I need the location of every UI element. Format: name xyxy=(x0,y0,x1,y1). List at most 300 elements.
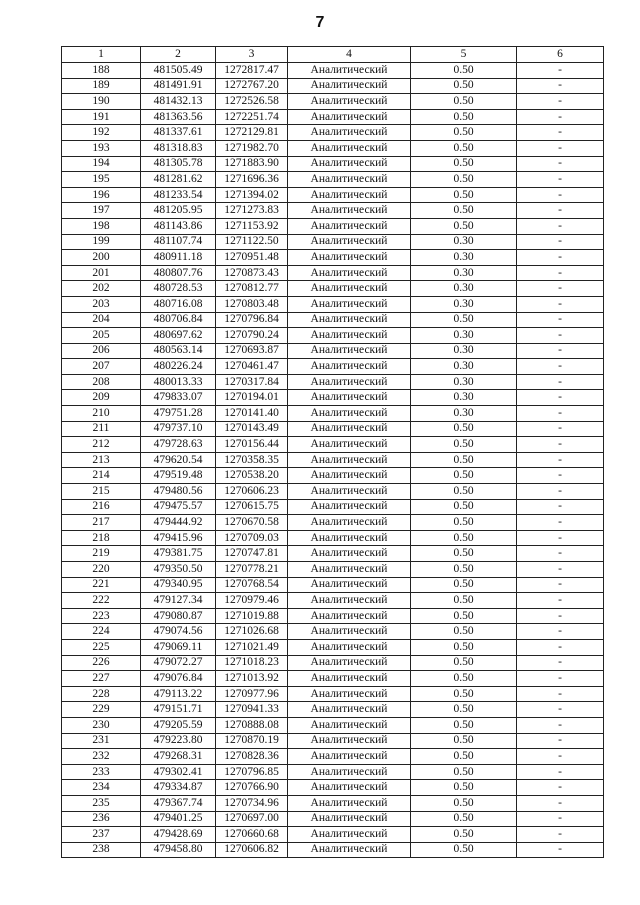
method-cell: Аналитический xyxy=(288,437,411,453)
note-cell: - xyxy=(517,94,604,110)
note-cell: - xyxy=(517,421,604,437)
accuracy-cell: 0.30 xyxy=(411,265,517,281)
y-coordinate-cell: 1270796.84 xyxy=(216,312,288,328)
method-cell: Аналитический xyxy=(288,452,411,468)
point-number-cell: 230 xyxy=(62,717,141,733)
table-row xyxy=(62,296,604,312)
y-coordinate-cell: 1271018.23 xyxy=(216,655,288,671)
table-row xyxy=(62,764,604,780)
note-cell: - xyxy=(517,437,604,453)
table-row xyxy=(62,811,604,827)
table-row xyxy=(62,655,604,671)
method-cell: Аналитический xyxy=(288,218,411,234)
y-coordinate-cell: 1270803.48 xyxy=(216,296,288,312)
method-cell: Аналитический xyxy=(288,499,411,515)
point-number-cell: 213 xyxy=(62,452,141,468)
table-row xyxy=(62,109,604,125)
x-coordinate-cell: 479475.57 xyxy=(141,499,216,515)
x-coordinate-cell: 479268.31 xyxy=(141,749,216,765)
y-coordinate-cell: 1271273.83 xyxy=(216,203,288,219)
table-row xyxy=(62,562,604,578)
method-cell: Аналитический xyxy=(288,515,411,531)
y-coordinate-cell: 1270143.49 xyxy=(216,421,288,437)
y-coordinate-cell: 1270358.35 xyxy=(216,452,288,468)
method-cell: Аналитический xyxy=(288,608,411,624)
note-cell: - xyxy=(517,250,604,266)
column-header-3: 3 xyxy=(216,47,288,63)
table-row xyxy=(62,702,604,718)
point-number-cell: 222 xyxy=(62,593,141,609)
y-coordinate-cell: 1270790.24 xyxy=(216,328,288,344)
note-cell: - xyxy=(517,265,604,281)
table-row xyxy=(62,530,604,546)
note-cell: - xyxy=(517,655,604,671)
x-coordinate-cell: 480013.33 xyxy=(141,374,216,390)
y-coordinate-cell: 1272767.20 xyxy=(216,78,288,94)
method-cell: Аналитический xyxy=(288,265,411,281)
point-number-cell: 193 xyxy=(62,140,141,156)
method-cell: Аналитический xyxy=(288,359,411,375)
accuracy-cell: 0.50 xyxy=(411,187,517,203)
note-cell: - xyxy=(517,63,604,79)
accuracy-cell: 0.50 xyxy=(411,702,517,718)
accuracy-cell: 0.50 xyxy=(411,421,517,437)
method-cell: Аналитический xyxy=(288,63,411,79)
method-cell: Аналитический xyxy=(288,702,411,718)
table-row xyxy=(62,733,604,749)
accuracy-cell: 0.50 xyxy=(411,546,517,562)
method-cell: Аналитический xyxy=(288,140,411,156)
method-cell: Аналитический xyxy=(288,296,411,312)
note-cell: - xyxy=(517,296,604,312)
y-coordinate-cell: 1270615.75 xyxy=(216,499,288,515)
table-row xyxy=(62,624,604,640)
accuracy-cell: 0.50 xyxy=(411,78,517,94)
x-coordinate-cell: 479302.41 xyxy=(141,764,216,780)
x-coordinate-cell: 481363.56 xyxy=(141,109,216,125)
accuracy-cell: 0.50 xyxy=(411,109,517,125)
y-coordinate-cell: 1271883.90 xyxy=(216,156,288,172)
table-row xyxy=(62,94,604,110)
x-coordinate-cell: 479223.80 xyxy=(141,733,216,749)
y-coordinate-cell: 1270538.20 xyxy=(216,468,288,484)
method-cell: Аналитический xyxy=(288,109,411,125)
point-number-cell: 234 xyxy=(62,780,141,796)
note-cell: - xyxy=(517,203,604,219)
note-cell: - xyxy=(517,499,604,515)
x-coordinate-cell: 480563.14 xyxy=(141,343,216,359)
y-coordinate-cell: 1270194.01 xyxy=(216,390,288,406)
note-cell: - xyxy=(517,624,604,640)
note-cell: - xyxy=(517,717,604,733)
y-coordinate-cell: 1270768.54 xyxy=(216,577,288,593)
table-row xyxy=(62,577,604,593)
note-cell: - xyxy=(517,639,604,655)
x-coordinate-cell: 479751.28 xyxy=(141,406,216,422)
x-coordinate-cell: 479620.54 xyxy=(141,452,216,468)
note-cell: - xyxy=(517,795,604,811)
note-cell: - xyxy=(517,156,604,172)
table-row xyxy=(62,281,604,297)
note-cell: - xyxy=(517,78,604,94)
point-number-cell: 194 xyxy=(62,156,141,172)
y-coordinate-cell: 1272251.74 xyxy=(216,109,288,125)
table-row xyxy=(62,390,604,406)
point-number-cell: 199 xyxy=(62,234,141,250)
accuracy-cell: 0.50 xyxy=(411,125,517,141)
x-coordinate-cell: 479728.63 xyxy=(141,437,216,453)
x-coordinate-cell: 479428.69 xyxy=(141,827,216,843)
method-cell: Аналитический xyxy=(288,780,411,796)
table-row xyxy=(62,343,604,359)
point-number-cell: 190 xyxy=(62,94,141,110)
accuracy-cell: 0.30 xyxy=(411,406,517,422)
table-row xyxy=(62,780,604,796)
point-number-cell: 224 xyxy=(62,624,141,640)
table-row xyxy=(62,359,604,375)
x-coordinate-cell: 479444.92 xyxy=(141,515,216,531)
y-coordinate-cell: 1272817.47 xyxy=(216,63,288,79)
point-number-cell: 192 xyxy=(62,125,141,141)
note-cell: - xyxy=(517,234,604,250)
method-cell: Аналитический xyxy=(288,733,411,749)
y-coordinate-cell: 1270141.40 xyxy=(216,406,288,422)
y-coordinate-cell: 1270606.23 xyxy=(216,484,288,500)
table-row xyxy=(62,140,604,156)
table-row xyxy=(62,312,604,328)
y-coordinate-cell: 1270747.81 xyxy=(216,546,288,562)
y-coordinate-cell: 1270873.43 xyxy=(216,265,288,281)
x-coordinate-cell: 481281.62 xyxy=(141,172,216,188)
point-number-cell: 189 xyxy=(62,78,141,94)
method-cell: Аналитический xyxy=(288,717,411,733)
table-row xyxy=(62,172,604,188)
accuracy-cell: 0.50 xyxy=(411,468,517,484)
note-cell: - xyxy=(517,546,604,562)
x-coordinate-cell: 479458.80 xyxy=(141,842,216,858)
note-cell: - xyxy=(517,374,604,390)
x-coordinate-cell: 481107.74 xyxy=(141,234,216,250)
point-number-cell: 220 xyxy=(62,562,141,578)
note-cell: - xyxy=(517,671,604,687)
accuracy-cell: 0.30 xyxy=(411,281,517,297)
y-coordinate-cell: 1271019.88 xyxy=(216,608,288,624)
point-number-cell: 205 xyxy=(62,328,141,344)
point-number-cell: 218 xyxy=(62,530,141,546)
accuracy-cell: 0.30 xyxy=(411,343,517,359)
accuracy-cell: 0.30 xyxy=(411,250,517,266)
table-row xyxy=(62,484,604,500)
y-coordinate-cell: 1270951.48 xyxy=(216,250,288,266)
point-number-cell: 212 xyxy=(62,437,141,453)
y-coordinate-cell: 1271394.02 xyxy=(216,187,288,203)
table-row xyxy=(62,686,604,702)
note-cell: - xyxy=(517,218,604,234)
x-coordinate-cell: 479151.71 xyxy=(141,702,216,718)
note-cell: - xyxy=(517,702,604,718)
accuracy-cell: 0.50 xyxy=(411,63,517,79)
accuracy-cell: 0.50 xyxy=(411,717,517,733)
note-cell: - xyxy=(517,390,604,406)
note-cell: - xyxy=(517,359,604,375)
table-row xyxy=(62,421,604,437)
x-coordinate-cell: 479833.07 xyxy=(141,390,216,406)
accuracy-cell: 0.50 xyxy=(411,203,517,219)
x-coordinate-cell: 479401.25 xyxy=(141,811,216,827)
accuracy-cell: 0.50 xyxy=(411,764,517,780)
y-coordinate-cell: 1271021.49 xyxy=(216,639,288,655)
note-cell: - xyxy=(517,328,604,344)
y-coordinate-cell: 1270888.08 xyxy=(216,717,288,733)
note-cell: - xyxy=(517,468,604,484)
y-coordinate-cell: 1270870.19 xyxy=(216,733,288,749)
column-header-6: 6 xyxy=(517,47,604,63)
table-row xyxy=(62,749,604,765)
note-cell: - xyxy=(517,406,604,422)
x-coordinate-cell: 479334.87 xyxy=(141,780,216,796)
point-number-cell: 197 xyxy=(62,203,141,219)
method-cell: Аналитический xyxy=(288,172,411,188)
point-number-cell: 200 xyxy=(62,250,141,266)
y-coordinate-cell: 1270766.90 xyxy=(216,780,288,796)
method-cell: Аналитический xyxy=(288,94,411,110)
y-coordinate-cell: 1270670.58 xyxy=(216,515,288,531)
note-cell: - xyxy=(517,733,604,749)
note-cell: - xyxy=(517,577,604,593)
x-coordinate-cell: 479072.27 xyxy=(141,655,216,671)
accuracy-cell: 0.50 xyxy=(411,780,517,796)
table-row xyxy=(62,795,604,811)
accuracy-cell: 0.50 xyxy=(411,437,517,453)
x-coordinate-cell: 481337.61 xyxy=(141,125,216,141)
x-coordinate-cell: 479127.34 xyxy=(141,593,216,609)
accuracy-cell: 0.50 xyxy=(411,686,517,702)
method-cell: Аналитический xyxy=(288,234,411,250)
method-cell: Аналитический xyxy=(288,125,411,141)
note-cell: - xyxy=(517,562,604,578)
accuracy-cell: 0.50 xyxy=(411,811,517,827)
note-cell: - xyxy=(517,125,604,141)
method-cell: Аналитический xyxy=(288,795,411,811)
y-coordinate-cell: 1271982.70 xyxy=(216,140,288,156)
point-number-cell: 214 xyxy=(62,468,141,484)
table-row xyxy=(62,234,604,250)
method-cell: Аналитический xyxy=(288,764,411,780)
note-cell: - xyxy=(517,109,604,125)
method-cell: Аналитический xyxy=(288,842,411,858)
x-coordinate-cell: 479737.10 xyxy=(141,421,216,437)
x-coordinate-cell: 481205.95 xyxy=(141,203,216,219)
note-cell: - xyxy=(517,515,604,531)
x-coordinate-cell: 481491.91 xyxy=(141,78,216,94)
note-cell: - xyxy=(517,187,604,203)
point-number-cell: 233 xyxy=(62,764,141,780)
table-row xyxy=(62,639,604,655)
method-cell: Аналитический xyxy=(288,203,411,219)
accuracy-cell: 0.50 xyxy=(411,733,517,749)
point-number-cell: 208 xyxy=(62,374,141,390)
y-coordinate-cell: 1271153.92 xyxy=(216,218,288,234)
accuracy-cell: 0.50 xyxy=(411,94,517,110)
method-cell: Аналитический xyxy=(288,312,411,328)
point-number-cell: 204 xyxy=(62,312,141,328)
x-coordinate-cell: 479074.56 xyxy=(141,624,216,640)
accuracy-cell: 0.30 xyxy=(411,296,517,312)
accuracy-cell: 0.50 xyxy=(411,140,517,156)
point-number-cell: 236 xyxy=(62,811,141,827)
method-cell: Аналитический xyxy=(288,624,411,640)
note-cell: - xyxy=(517,140,604,156)
accuracy-cell: 0.30 xyxy=(411,328,517,344)
x-coordinate-cell: 480728.53 xyxy=(141,281,216,297)
method-cell: Аналитический xyxy=(288,811,411,827)
table-row xyxy=(62,468,604,484)
accuracy-cell: 0.50 xyxy=(411,827,517,843)
y-coordinate-cell: 1270697.00 xyxy=(216,811,288,827)
table-row xyxy=(62,187,604,203)
accuracy-cell: 0.50 xyxy=(411,530,517,546)
point-number-cell: 201 xyxy=(62,265,141,281)
method-cell: Аналитический xyxy=(288,562,411,578)
x-coordinate-cell: 481505.49 xyxy=(141,63,216,79)
x-coordinate-cell: 481233.54 xyxy=(141,187,216,203)
point-number-cell: 219 xyxy=(62,546,141,562)
note-cell: - xyxy=(517,172,604,188)
x-coordinate-cell: 479069.11 xyxy=(141,639,216,655)
method-cell: Аналитический xyxy=(288,328,411,344)
note-cell: - xyxy=(517,343,604,359)
table-row xyxy=(62,406,604,422)
y-coordinate-cell: 1270977.96 xyxy=(216,686,288,702)
table-row xyxy=(62,78,604,94)
note-cell: - xyxy=(517,312,604,328)
method-cell: Аналитический xyxy=(288,484,411,500)
note-cell: - xyxy=(517,780,604,796)
x-coordinate-cell: 479076.84 xyxy=(141,671,216,687)
point-number-cell: 227 xyxy=(62,671,141,687)
accuracy-cell: 0.30 xyxy=(411,390,517,406)
y-coordinate-cell: 1270660.68 xyxy=(216,827,288,843)
accuracy-cell: 0.50 xyxy=(411,639,517,655)
accuracy-cell: 0.50 xyxy=(411,484,517,500)
method-cell: Аналитический xyxy=(288,530,411,546)
column-header-4: 4 xyxy=(288,47,411,63)
point-number-cell: 237 xyxy=(62,827,141,843)
x-coordinate-cell: 480716.08 xyxy=(141,296,216,312)
x-coordinate-cell: 479340.95 xyxy=(141,577,216,593)
method-cell: Аналитический xyxy=(288,593,411,609)
column-header-1: 1 xyxy=(62,47,141,63)
accuracy-cell: 0.50 xyxy=(411,608,517,624)
y-coordinate-cell: 1272526.58 xyxy=(216,94,288,110)
point-number-cell: 206 xyxy=(62,343,141,359)
table-row xyxy=(62,328,604,344)
table-row xyxy=(62,125,604,141)
table-row xyxy=(62,265,604,281)
y-coordinate-cell: 1272129.81 xyxy=(216,125,288,141)
accuracy-cell: 0.50 xyxy=(411,655,517,671)
table-row xyxy=(62,203,604,219)
table-row xyxy=(62,437,604,453)
column-header-5: 5 xyxy=(411,47,517,63)
accuracy-cell: 0.50 xyxy=(411,562,517,578)
method-cell: Аналитический xyxy=(288,468,411,484)
table-row xyxy=(62,842,604,858)
note-cell: - xyxy=(517,593,604,609)
y-coordinate-cell: 1271026.68 xyxy=(216,624,288,640)
point-number-cell: 198 xyxy=(62,218,141,234)
method-cell: Аналитический xyxy=(288,639,411,655)
point-number-cell: 211 xyxy=(62,421,141,437)
table-row xyxy=(62,374,604,390)
x-coordinate-cell: 479205.59 xyxy=(141,717,216,733)
y-coordinate-cell: 1270734.96 xyxy=(216,795,288,811)
y-coordinate-cell: 1271122.50 xyxy=(216,234,288,250)
accuracy-cell: 0.50 xyxy=(411,156,517,172)
point-number-cell: 202 xyxy=(62,281,141,297)
table-header-row xyxy=(62,47,604,63)
y-coordinate-cell: 1270941.33 xyxy=(216,702,288,718)
x-coordinate-cell: 481305.78 xyxy=(141,156,216,172)
accuracy-cell: 0.50 xyxy=(411,452,517,468)
point-number-cell: 221 xyxy=(62,577,141,593)
y-coordinate-cell: 1270796.85 xyxy=(216,764,288,780)
accuracy-cell: 0.50 xyxy=(411,515,517,531)
note-cell: - xyxy=(517,608,604,624)
table-row xyxy=(62,827,604,843)
accuracy-cell: 0.50 xyxy=(411,499,517,515)
y-coordinate-cell: 1270156.44 xyxy=(216,437,288,453)
x-coordinate-cell: 479415.96 xyxy=(141,530,216,546)
point-number-cell: 217 xyxy=(62,515,141,531)
note-cell: - xyxy=(517,749,604,765)
y-coordinate-cell: 1270828.36 xyxy=(216,749,288,765)
method-cell: Аналитический xyxy=(288,655,411,671)
point-number-cell: 238 xyxy=(62,842,141,858)
x-coordinate-cell: 481318.83 xyxy=(141,140,216,156)
note-cell: - xyxy=(517,530,604,546)
table-row xyxy=(62,671,604,687)
method-cell: Аналитический xyxy=(288,671,411,687)
table-row xyxy=(62,452,604,468)
method-cell: Аналитический xyxy=(288,577,411,593)
point-number-cell: 229 xyxy=(62,702,141,718)
accuracy-cell: 0.50 xyxy=(411,671,517,687)
y-coordinate-cell: 1270317.84 xyxy=(216,374,288,390)
table-row xyxy=(62,63,604,79)
point-number-cell: 225 xyxy=(62,639,141,655)
table-row xyxy=(62,515,604,531)
table-row xyxy=(62,546,604,562)
y-coordinate-cell: 1270693.87 xyxy=(216,343,288,359)
accuracy-cell: 0.50 xyxy=(411,795,517,811)
accuracy-cell: 0.50 xyxy=(411,577,517,593)
point-number-cell: 203 xyxy=(62,296,141,312)
method-cell: Аналитический xyxy=(288,406,411,422)
method-cell: Аналитический xyxy=(288,390,411,406)
y-coordinate-cell: 1270778.21 xyxy=(216,562,288,578)
table-row xyxy=(62,218,604,234)
method-cell: Аналитический xyxy=(288,686,411,702)
accuracy-cell: 0.50 xyxy=(411,624,517,640)
method-cell: Аналитический xyxy=(288,156,411,172)
method-cell: Аналитический xyxy=(288,187,411,203)
method-cell: Аналитический xyxy=(288,78,411,94)
x-coordinate-cell: 481143.86 xyxy=(141,218,216,234)
accuracy-cell: 0.50 xyxy=(411,593,517,609)
method-cell: Аналитический xyxy=(288,250,411,266)
accuracy-cell: 0.30 xyxy=(411,359,517,375)
